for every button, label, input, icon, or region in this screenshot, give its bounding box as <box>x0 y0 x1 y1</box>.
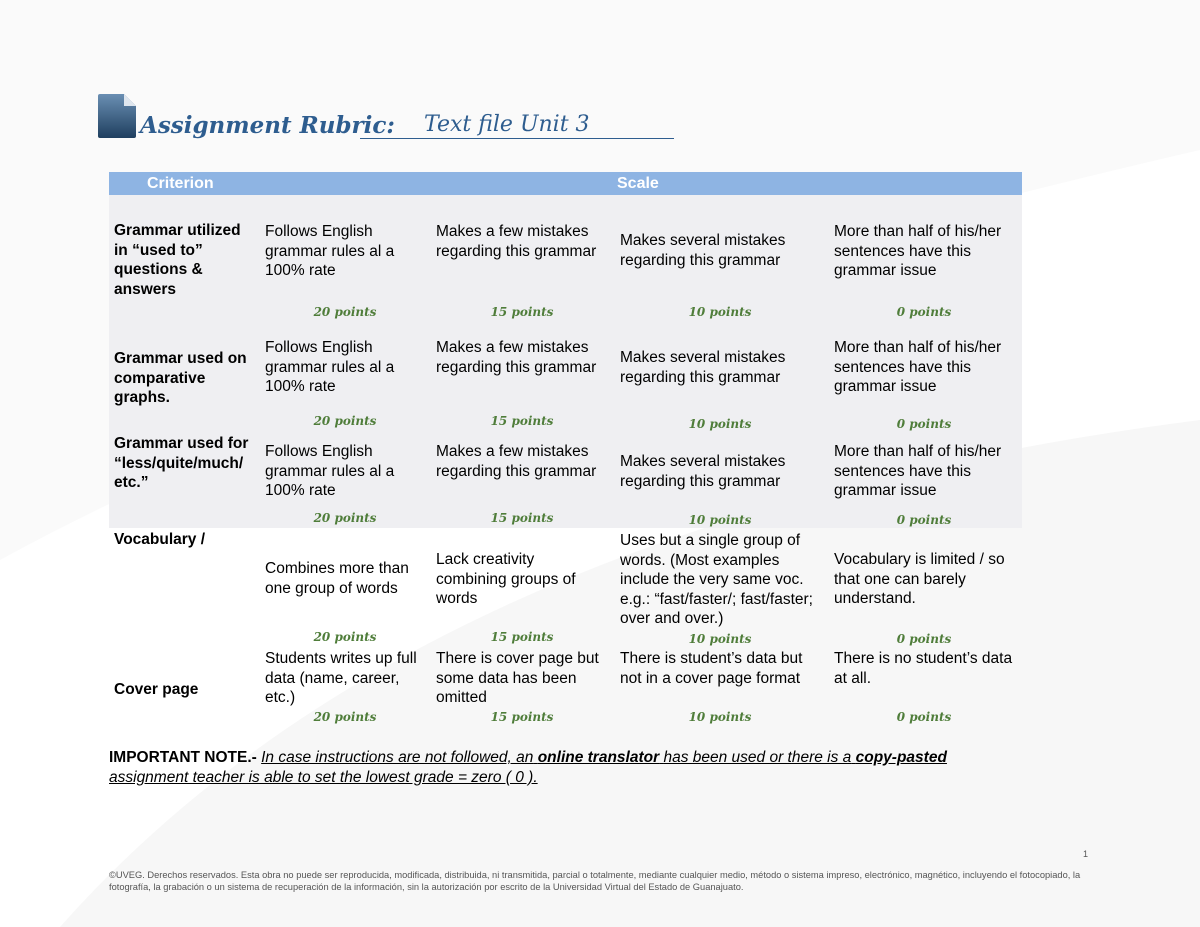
level-cell: Makes several mistakes regarding this grammar <box>620 453 786 490</box>
level-cell: Follows English grammar rules al a 100% rate <box>265 223 395 279</box>
level-cell: Makes several mistakes regarding this grammar <box>620 232 786 269</box>
points-label: 15 points <box>490 630 554 644</box>
points-label: 15 points <box>490 511 554 525</box>
level-cell: Uses but a single group of words. (Most examples include the very same voc. e.g.: “fast/faster/; fast/faster; over and over.) <box>620 532 813 627</box>
points-label: 10 points <box>688 513 752 527</box>
level-cell: More than half of his/her sentences have this grammar issue <box>834 223 1002 279</box>
points-label: 20 points <box>313 630 377 644</box>
title-label: Assignment Rubric: <box>140 112 395 139</box>
points-label: 20 points <box>313 511 377 525</box>
points-label: 20 points <box>313 305 377 319</box>
level-cell: Combines more than one group of words <box>265 560 409 597</box>
level-cell: Lack creativity combining groups of words <box>436 551 576 607</box>
level-cell: There is no student’s data at all. <box>834 650 1013 687</box>
level-cell: Makes several mistakes regarding this grammar <box>620 349 786 386</box>
level-cell: Follows English grammar rules al a 100% rate <box>265 443 395 499</box>
points-label: 15 points <box>490 710 554 724</box>
criterion-header: Criterion <box>147 175 214 192</box>
level-cell: Makes a few mistakes regarding this grammar <box>436 223 597 260</box>
level-cell: Students writes up full data (name, career, etc.) <box>265 650 417 706</box>
level-cell: Makes a few mistakes regarding this grammar <box>436 443 597 480</box>
criterion-cell: Vocabulary / <box>114 531 206 548</box>
points-label: 15 points <box>490 414 554 428</box>
criterion-cell: Grammar used for “less/quite/much/ etc.” <box>114 435 249 491</box>
document-icon <box>96 92 140 140</box>
level-cell: More than half of his/her sentences have this grammar issue <box>834 443 1002 499</box>
level-cell: Vocabulary is limited / so that one can barely understand. <box>834 551 1005 607</box>
rubric-title <box>96 90 796 146</box>
points-label: 0 points <box>896 632 952 646</box>
criterion-cell: Grammar used on comparative graphs. <box>114 350 247 406</box>
criterion-cell: Grammar utilized in “used to” questions & answers <box>114 222 241 298</box>
points-label: 0 points <box>896 417 952 431</box>
title-value: Text file Unit 3 <box>360 112 674 139</box>
level-cell: More than half of his/her sentences have this grammar issue <box>834 339 1002 395</box>
points-label: 20 points <box>313 414 377 428</box>
points-label: 0 points <box>896 513 952 527</box>
important-note <box>109 748 1029 787</box>
page-number: 1 <box>1083 849 1089 859</box>
note-part-3: assignment teacher is able to set the lowest grade = zero ( 0 ). <box>109 768 538 786</box>
points-label: 15 points <box>490 305 554 319</box>
level-cell: There is student’s data but not in a cover page format <box>620 650 803 687</box>
note-label: IMPORTANT NOTE.- <box>109 749 257 766</box>
points-label: 0 points <box>896 305 952 319</box>
points-label: 10 points <box>688 710 752 724</box>
points-label: 10 points <box>688 305 752 319</box>
level-cell: Makes a few mistakes regarding this grammar <box>436 339 597 376</box>
note-bold-1: online translator <box>537 749 660 766</box>
level-cell: There is cover page but some data has been omitted <box>436 650 599 706</box>
level-cell: Follows English grammar rules al a 100% rate <box>265 339 395 395</box>
scale-header: Scale <box>617 175 659 192</box>
points-label: 20 points <box>313 710 377 724</box>
copyright-footer: ©UVEG. Derechos reservados. Esta obra no puede ser reproducida, modificada, distribuida, ni transmitida, parcial o totalmente, mediante cualquier medio, método o sistema impreso, electrónico, magnético, incluyendo el fotocopiado, la fotografía, la grabación o un sistema de recuperación de la información, sin la autorización por escrito de la Universidad Virtual del Estado de Guanajuato. <box>109 870 1081 892</box>
points-label: 10 points <box>688 632 752 646</box>
points-label: 0 points <box>896 710 952 724</box>
criterion-cell: Cover page <box>114 681 199 698</box>
table-header <box>109 172 1022 195</box>
points-label: 10 points <box>688 417 752 431</box>
note-bold-2: copy-pasted <box>855 749 947 766</box>
note-part-2: has been used or there is a <box>663 749 852 766</box>
note-part-1: In case instructions are not followed, an <box>261 749 534 766</box>
